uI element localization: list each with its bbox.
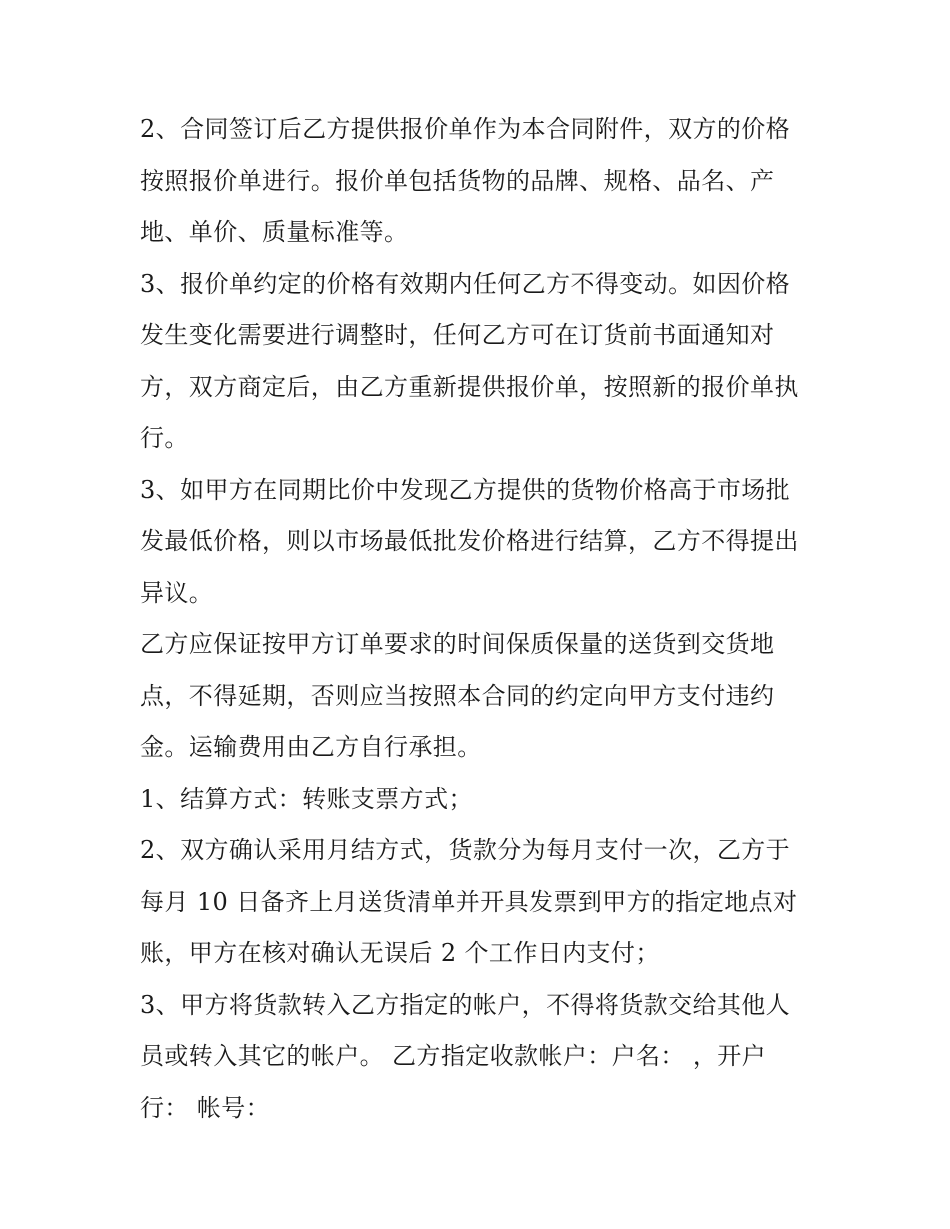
text-line: 乙方应保证按甲方订单要求的时间保质保量的送货到交货地 xyxy=(140,630,775,658)
text-line: 行： 帐号： xyxy=(140,1093,271,1122)
text-line: 3、报价单约定的价格有效期内任何乙方不得变动。如因价格 xyxy=(140,269,791,298)
text-line: 3、甲方将货款转入乙方指定的帐户，不得将货款交给其他人 xyxy=(140,990,791,1019)
text-line: 发最低价格，则以市场最低批发价格进行结算，乙方不得提出 xyxy=(140,527,799,555)
text-line: 发生变化需要进行调整时，任何乙方可在订货前书面通知对 xyxy=(140,321,775,349)
text-line: 2、合同签订后乙方提供报价单作为本合同附件，双方的价格 xyxy=(140,115,791,143)
text-line: 按照报价单进行。报价单包括货物的品牌、规格、品名、产 xyxy=(140,166,775,195)
text-line: 点，不得延期，否则应当按照本合同的约定向甲方支付违约 xyxy=(140,681,775,710)
text-line: 地、单价、质量标准等。 xyxy=(140,218,409,246)
text-line: 账，甲方在核对确认无误后 2 个工作日内支付； xyxy=(140,939,660,967)
text-line: 行。 xyxy=(140,424,189,452)
text-line: 方，双方商定后，由乙方重新提供报价单，按照新的报价单执 xyxy=(140,372,799,401)
text-line: 异议。 xyxy=(140,578,214,607)
contract-text xyxy=(140,104,830,1134)
text-line: 员或转入其它的帐户。 乙方指定收款帐户：户名： ，开户 xyxy=(140,1042,767,1070)
text-line: 2、双方确认采用月结方式，货款分为每月支付一次，乙方于 xyxy=(140,836,791,864)
text-line: 金。运输费用由乙方自行承担。 xyxy=(140,733,482,761)
text-line: 每月 10 日备齐上月送货清单并开具发票到甲方的指定地点对 xyxy=(140,887,798,916)
text-line: 1、结算方式：转账支票方式； xyxy=(140,784,473,813)
text-line: 3、如甲方在同期比价中发现乙方提供的货物价格高于市场批 xyxy=(140,475,791,504)
